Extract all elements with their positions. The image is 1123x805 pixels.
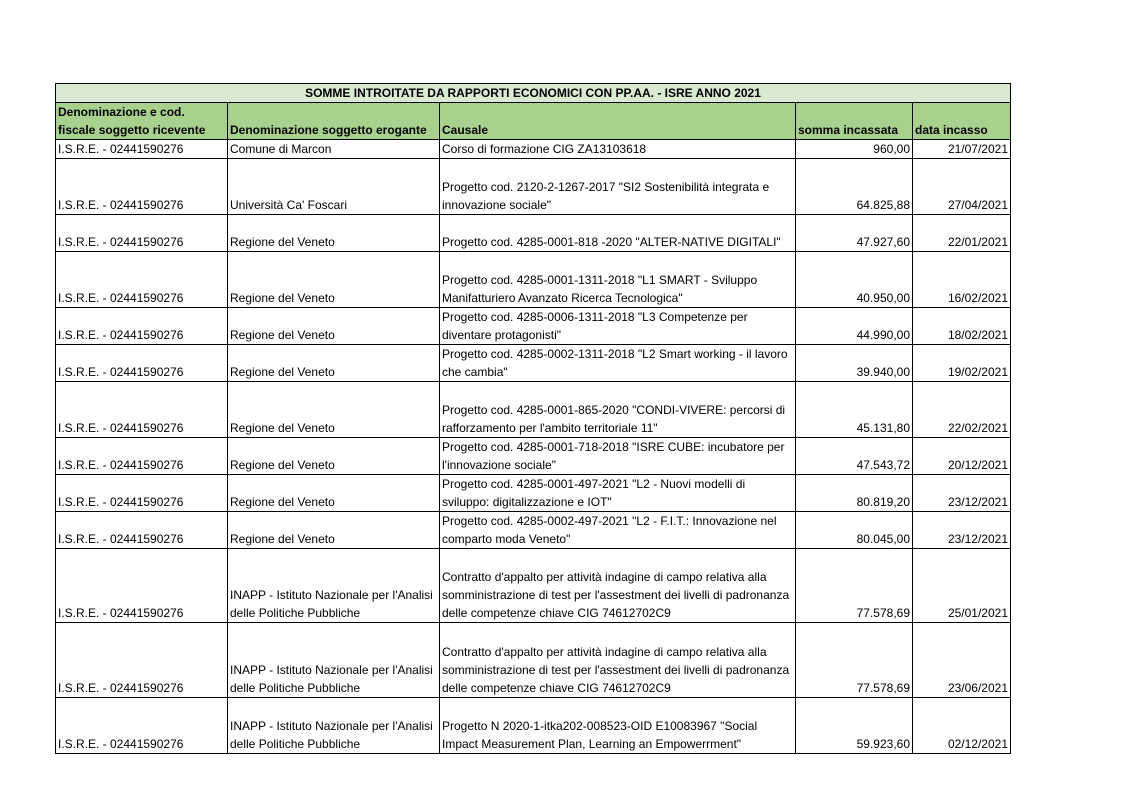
cell-erogante: INAPP - Istituto Nazionale per l'Analisi delle Politiche Pubbliche [228, 623, 440, 698]
cell-erogante: INAPP - Istituto Nazionale per l'Analisi delle Politiche Pubbliche [228, 698, 440, 754]
header-causale: Causale [440, 103, 796, 140]
cell-somma: 39.940,00 [796, 345, 913, 382]
table-row [56, 475, 1011, 512]
cell-ricevente: I.S.R.E. - 02441590276 [56, 252, 228, 308]
cell-somma: 40.950,00 [796, 252, 913, 308]
cell-causale: Progetto cod. 4285-0001-497-2021 "L2 - Nuovi modelli di sviluppo: digitalizzazione e IOT" [440, 475, 796, 512]
cell-ricevente: I.S.R.E. - 02441590276 [56, 345, 228, 382]
cell-ricevente: I.S.R.E. - 02441590276 [56, 512, 228, 549]
cell-data: 22/01/2021 [913, 215, 1011, 252]
table-row [56, 252, 1011, 308]
table-title-row [56, 84, 1011, 103]
cell-data: 23/12/2021 [913, 512, 1011, 549]
cell-data: 02/12/2021 [913, 698, 1011, 754]
header-somma: somma incassata [796, 103, 913, 140]
cell-causale: Contratto d'appalto per attività indagine di campo relativa alla somministrazione di test per l'assestment dei livelli di padronanza delle competenze chiave CIG 74612702C9 [440, 623, 796, 698]
cell-erogante: Regione del Veneto [228, 475, 440, 512]
table-row [56, 345, 1011, 382]
cell-erogante: Regione del Veneto [228, 215, 440, 252]
cell-data: 25/01/2021 [913, 549, 1011, 623]
receipts-table [55, 83, 1011, 754]
table-row [56, 438, 1011, 475]
cell-somma: 59.923,60 [796, 698, 913, 754]
cell-data: 21/07/2021 [913, 140, 1011, 159]
cell-somma: 77.578,69 [796, 549, 913, 623]
cell-somma: 44.990,00 [796, 308, 913, 345]
cell-data: 19/02/2021 [913, 345, 1011, 382]
cell-data: 22/02/2021 [913, 382, 1011, 438]
cell-causale: Progetto cod. 4285-0002-1311-2018 "L2 Smart working - il lavoro che cambia" [440, 345, 796, 382]
cell-erogante: Comune di Marcon [228, 140, 440, 159]
table-row [56, 549, 1011, 623]
cell-erogante: Regione del Veneto [228, 512, 440, 549]
cell-erogante: Regione del Veneto [228, 252, 440, 308]
cell-ricevente: I.S.R.E. - 02441590276 [56, 382, 228, 438]
header-erogante: Denominazione soggetto erogante [228, 103, 440, 140]
table-row [56, 215, 1011, 252]
cell-erogante: Università Ca' Foscari [228, 159, 440, 215]
cell-causale: Progetto cod. 2120-2-1267-2017 "SI2 Sostenibilità integrata e innovazione sociale" [440, 159, 796, 215]
cell-erogante: Regione del Veneto [228, 308, 440, 345]
cell-ricevente: I.S.R.E. - 02441590276 [56, 159, 228, 215]
cell-causale: Progetto cod. 4285-0001-865-2020 "CONDI-VIVERE: percorsi di rafforzamento per l'ambito territoriale 11" [440, 382, 796, 438]
cell-somma: 47.543,72 [796, 438, 913, 475]
header-row [56, 103, 1011, 140]
cell-somma: 77.578,69 [796, 623, 913, 698]
cell-causale: Progetto N 2020-1-itka202-008523-OID E10083967 "Social Impact Measurement Plan, Learning an Empowerrment" [440, 698, 796, 754]
cell-erogante: Regione del Veneto [228, 382, 440, 438]
cell-ricevente: I.S.R.E. - 02441590276 [56, 215, 228, 252]
cell-erogante: INAPP - Istituto Nazionale per l'Analisi delle Politiche Pubbliche [228, 549, 440, 623]
cell-somma: 80.045,00 [796, 512, 913, 549]
table-row [56, 623, 1011, 698]
table-row [56, 308, 1011, 345]
cell-somma: 960,00 [796, 140, 913, 159]
cell-causale: Progetto cod. 4285-0001-718-2018 "ISRE CUBE: incubatore per l'innovazione sociale" [440, 438, 796, 475]
table-row [56, 159, 1011, 215]
cell-erogante: Regione del Veneto [228, 438, 440, 475]
cell-ricevente: I.S.R.E. - 02441590276 [56, 438, 228, 475]
cell-ricevente: I.S.R.E. - 02441590276 [56, 549, 228, 623]
cell-causale: Contratto d'appalto per attività indagine di campo relativa alla somministrazione di test per l'assestment dei livelli di padronanza delle competenze chiave CIG 74612702C9 [440, 549, 796, 623]
cell-data: 16/02/2021 [913, 252, 1011, 308]
cell-causale: Progetto cod. 4285-0001-1311-2018 "L1 SMART - Sviluppo Manifatturiero Avanzato Ricerca Tecnologica" [440, 252, 796, 308]
cell-ricevente: I.S.R.E. - 02441590276 [56, 140, 228, 159]
table-row [56, 698, 1011, 754]
table-row [56, 140, 1011, 159]
cell-causale: Progetto cod. 4285-0006-1311-2018 "L3 Competenze per diventare protagonisti" [440, 308, 796, 345]
cell-somma: 64.825,88 [796, 159, 913, 215]
table-title: SOMME INTROITATE DA RAPPORTI ECONOMICI CON PP.AA. - ISRE ANNO 2021 [56, 84, 1011, 103]
cell-data: 23/06/2021 [913, 623, 1011, 698]
cell-data: 23/12/2021 [913, 475, 1011, 512]
header-data: data incasso [913, 103, 1011, 140]
cell-ricevente: I.S.R.E. - 02441590276 [56, 308, 228, 345]
table-row [56, 382, 1011, 438]
cell-ricevente: I.S.R.E. - 02441590276 [56, 623, 228, 698]
cell-erogante: Regione del Veneto [228, 345, 440, 382]
cell-data: 18/02/2021 [913, 308, 1011, 345]
cell-data: 20/12/2021 [913, 438, 1011, 475]
cell-causale: Progetto cod. 4285-0002-497-2021 "L2 - F.I.T.: Innovazione nel comparto moda Veneto" [440, 512, 796, 549]
cell-causale: Corso di formazione CIG ZA13103618 [440, 140, 796, 159]
header-ricevente: Denominazione e cod. fiscale soggetto ricevente [56, 103, 228, 140]
cell-causale: Progetto cod. 4285-0001-818 -2020 "ALTER-NATIVE DIGITALI" [440, 215, 796, 252]
cell-data: 27/04/2021 [913, 159, 1011, 215]
cell-ricevente: I.S.R.E. - 02441590276 [56, 698, 228, 754]
cell-somma: 80.819,20 [796, 475, 913, 512]
cell-somma: 45.131,80 [796, 382, 913, 438]
cell-somma: 47.927,60 [796, 215, 913, 252]
table-row [56, 512, 1011, 549]
cell-ricevente: I.S.R.E. - 02441590276 [56, 475, 228, 512]
